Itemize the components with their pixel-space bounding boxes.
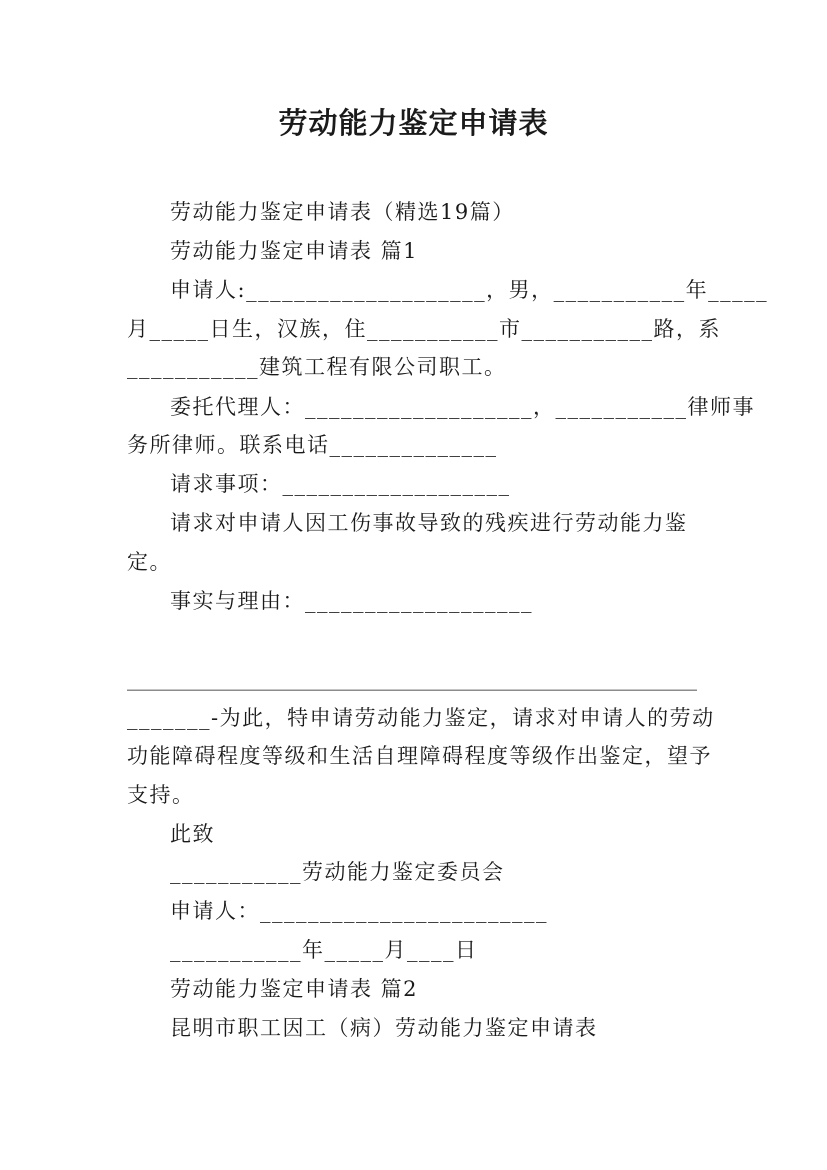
- form-title-line: 昆明市职工因工（病）劳动能力鉴定申请表: [170, 1016, 598, 1040]
- employer-line: ___________建筑工程有限公司职工。: [127, 355, 507, 379]
- date-line: ___________年_____月____日: [170, 938, 478, 962]
- birth-address-line: 月_____日生，汉族，住___________市___________路，系: [127, 317, 721, 341]
- doc-subtitle: 劳动能力鉴定申请表（精选19篇）: [170, 200, 515, 224]
- request-text-line-1: 请求对申请人因工伤事故导致的残疾进行劳动能力鉴: [170, 511, 688, 535]
- applicant-signature-line: 申请人：________________________: [170, 899, 548, 923]
- committee-line: ___________劳动能力鉴定委员会: [170, 860, 505, 884]
- request-items-label: 请求事项：___________________: [170, 472, 511, 496]
- applicant-line: 申请人:____________________，男，___________年_____: [170, 278, 769, 302]
- request-text-line-2: 定。: [127, 550, 172, 574]
- section-heading-2: 劳动能力鉴定申请表 篇2: [170, 977, 419, 1001]
- facts-reasons-label: 事实与理由：___________________: [170, 589, 533, 613]
- statement-line-3: 支持。: [127, 783, 195, 807]
- statement-line-2: 功能障碍程度等级和生活自理障碍程度等级作出鉴定，望予: [127, 744, 712, 768]
- document-title: 劳动能力鉴定申请表: [278, 106, 549, 140]
- agent-phone-line: 务所律师。联系电话______________: [127, 433, 498, 457]
- section-heading-1: 劳动能力鉴定申请表 篇1: [170, 239, 419, 263]
- blank-line: _________________________________________________________: [127, 667, 697, 691]
- agent-line: 委托代理人：___________________，___________律师事: [170, 395, 755, 419]
- salutation: 此致: [170, 822, 215, 846]
- statement-line-1: _______-为此，特申请劳动能力鉴定，请求对申请人的劳动: [127, 706, 715, 730]
